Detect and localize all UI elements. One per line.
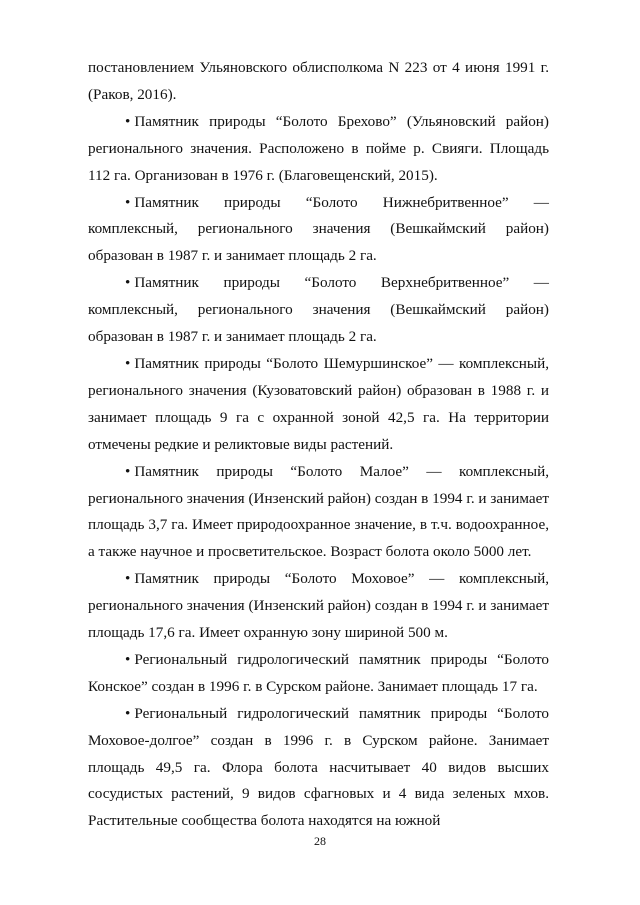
page-number: 28 [314, 834, 326, 848]
list-item-text: Региональный гидрологический памятник природы “Болото Моховое-долгое” создан в 1996 г. в Сурском районе. Занимает площадь 49,5 га. Флора болота насчитывает 40 видов высших сосудистых растений, 9 видов сфагновых и 4 вида зеленых мхов. Растительные сообщества болота находятся на южной [88, 704, 549, 830]
list-item-text: Памятник природы “Болото Брехово” (Ульяновский район) регионального значения. Расположено в пойме р. Свияги. Площадь 112 га. Организован в 1976 г. (Благовещенский, 2015). [88, 112, 549, 184]
bullet-icon: • [125, 650, 131, 668]
paragraph-continuation [88, 55, 549, 109]
list-item-text: Памятник природы “Болото Нижнебритвенное” — комплексный, регионального значения (Вешкаймский район) образован в 1987 г. и занимает площадь 2 га. [88, 193, 549, 265]
list-item-text: Памятник природы “Болото Шемуршинское” — комплексный, регионального значения (Кузоватовский район) образован в 1988 г. и занимает площадь 9 га с охранной зоной 42,5 га. На территории отмечены редкие и реликтовые виды растений. [88, 354, 549, 453]
bullet-icon: • [125, 704, 131, 722]
list-item-bolot-mokhovoe-dolgoe [88, 701, 549, 836]
list-item-text: Региональный гидрологический памятник природы “Болото Конское” создан в 1996 г. в Сурском районе. Занимает площадь 17 га. [88, 650, 549, 695]
bullet-icon: • [125, 570, 131, 588]
list-item-bolot-maloe [88, 459, 549, 567]
list-item-bolot-nizhnebritvennoe [88, 190, 549, 271]
bullet-icon: • [125, 274, 131, 292]
list-item-bolot-verkhnebritvennoe [88, 270, 549, 351]
bullet-icon: • [125, 193, 131, 211]
paragraph-text: постановлением Ульяновского облисполкома N 223 от 4 июня 1991 г. (Раков, 2016). [88, 59, 549, 103]
list-item-bolot-mokhovoe [88, 566, 549, 647]
list-item-bolot-brekhovo [88, 109, 549, 190]
document-page [88, 55, 549, 835]
list-item-bolot-konskoe [88, 647, 549, 701]
list-item-bolot-shemurshinskoe [88, 351, 549, 459]
list-item-text: Памятник природы “Болото Моховое” — комплексный, регионального значения (Инзенский район) создан в 1994 г. и занимает площадь 17,6 га. Имеет охранную зону шириной 500 м. [88, 570, 549, 642]
list-item-text: Памятник природы “Болото Малое” — комплексный, регионального значения (Инзенский район) создан в 1994 г. и занимает площадь 3,7 га. Имеет природоохранное значение, в т.ч. водоохранное, а также научное и просветительское. Возраст болота около 5000 лет. [88, 462, 549, 561]
list-item-text: Памятник природы “Болото Верхнебритвенное” — комплексный, регионального значения (Вешкаймский район) образован в 1987 г. и занимает площадь 2 га. [88, 274, 549, 346]
bullet-icon: • [125, 462, 131, 480]
bullet-icon: • [125, 354, 131, 372]
bullet-icon: • [125, 112, 131, 130]
